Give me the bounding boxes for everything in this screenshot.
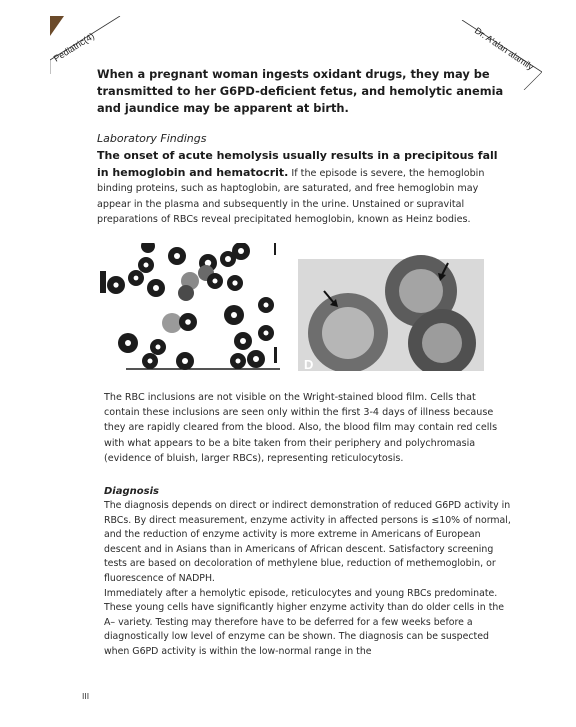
panel-label: D	[304, 357, 314, 371]
intro-paragraph: When a pregnant woman ingests oxidant drugs, they may be transmitted to her G6PD-deficient fetus, and hemolytic anemia and jaundice may be apparent at birth.	[97, 67, 504, 115]
laboratory-body: If the episode is severe, the hemoglobin binding proteins, such as haptoglobin, are saturated, and free hemoglobin may appear in the plasma and subsequently in the urine. Unstained or supravital preparations of RBCs reveal precipitated hemoglobin, known as Heinz bodies.	[97, 167, 485, 225]
diagnosis-body	[104, 499, 514, 660]
blood-smear-figures	[98, 243, 484, 371]
rbc-inclusions-paragraph: The RBC inclusions are not visible on the Wright-stained blood film. Cells that contain these inclusions are seen only within the first 3-4 days of illness because they are rapidly cleared from the blood. Also, the blood film may contain red cells with what appears to be a bite taken from their periphery and polychromasia (evidence of bluish, larger RBCs), representing reticulocytosis.	[104, 392, 498, 464]
laboratory-heading: Laboratory Findings	[97, 132, 207, 145]
corner-fold-mark	[50, 16, 64, 36]
heinz-body-micrograph-d	[298, 255, 484, 371]
heinz-body-smear-image	[100, 243, 280, 370]
diagnosis-heading: Diagnosis	[104, 486, 159, 497]
diagnosis-paragraph-1: The diagnosis depends on direct or indirect demonstration of reduced G6PD activity in RBCs. By direct measurement, enzyme activity in affected persons is ≤10% of normal, and the reduction of enzyme activity is more extreme in Americans of European descent and in Asians than in Americans of African descent. Satisfactory screening tests are based on decoloration of methylene blue, reduction of methemoglobin, or fluorescence of NADPH.	[104, 500, 511, 584]
page-number: III	[82, 692, 90, 701]
corner-right-label: Dr. A'alan alamily	[472, 25, 536, 73]
laboratory-paragraph	[97, 148, 507, 228]
diagnosis-paragraph-2: Immediately after a hemolytic episode, reticulocytes and young RBCs predominate. These young cells have significantly higher enzyme activity than do older cells in the A– variety. Testing may therefore have to be deferred for a few weeks before a diagnostically low level of enzyme can be shown. The diagnosis can be suspected when G6PD activity is within the low-normal range in the	[104, 587, 505, 657]
corner-left-label: Pediatric(4)	[51, 30, 97, 64]
laboratory-lead: The onset of acute hemolysis usually results in a precipitous fall in hemoglobin and hematocrit.	[97, 149, 498, 179]
